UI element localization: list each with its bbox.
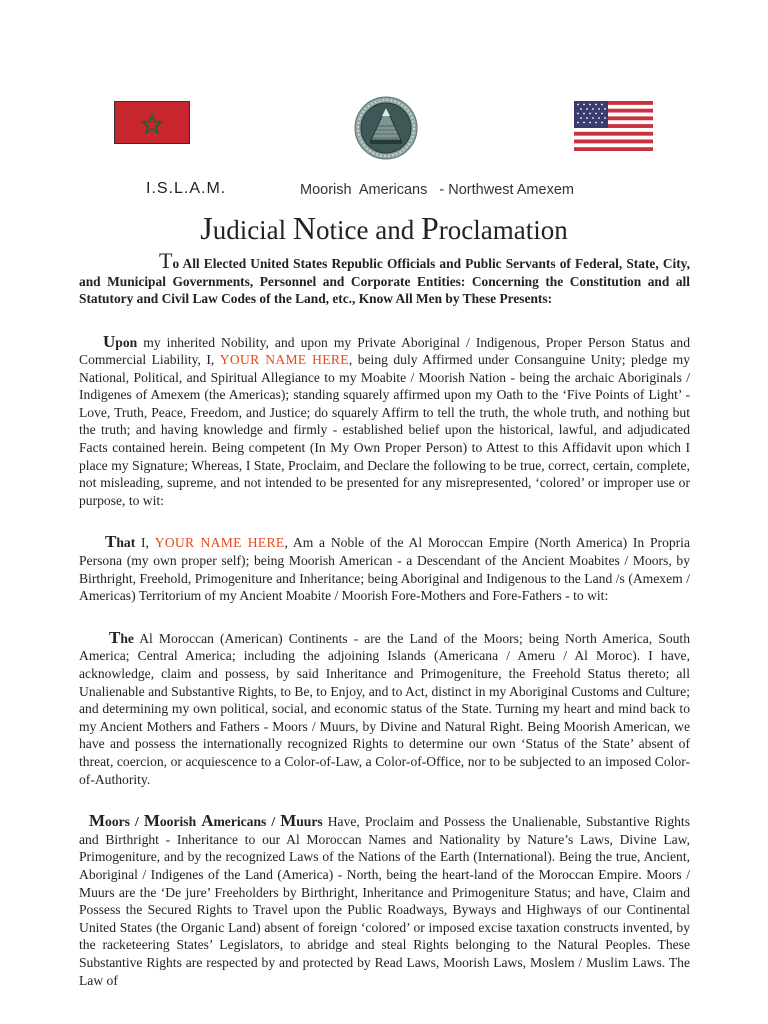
- islam-label: I.S.L.A.M.: [146, 180, 227, 197]
- paragraph-the: The Al Moroccan (American) Continents - are the Land of the Moors; being North America, South America; Central America; including the adjoining Islands (Americana / Ameru / Al Moroc). I have, acknowledge, claim and possess, by said Inheritance and Primogeniture, the Freehold Status thereto; all Unalienable and Substantive Rights, to Be, to Enjoy, and to Act, distinct in my Aboriginal Customs and Culture; and determining my own political, social, and economic status of the State. Turning my heart and mind back to my Ancient Mothers and Fathers - Moors / Muurs, by Divine and Natural Right. Being Moorish American, we have and possess the internationally recognized Rights to determine our own ‘Status of the State’ absent of threat, coercion, or acquiescence to a Color-of-Law, a Color-of-Office, nor to be subjected to an imposed Color-of-Authority.: [79, 627, 690, 787]
- moorish-americans-label: Moorish Americans - Northwest Amexem: [300, 182, 574, 198]
- paragraph-lead: Moors / Moorish Americans / Muurs: [89, 811, 323, 831]
- address-paragraph: To All Elected United States Republic Officials and Public Servants of Federal, State, City, and Municipal Governments, Personnel and Corporate Entities: Concerning the Constitution and all Statutory and Civil Law Codes of the Land, etc., Know All Men by These Presents:: [79, 248, 690, 306]
- pyramid-seal-icon: [354, 96, 418, 160]
- document-body: [79, 248, 694, 989]
- paragraph-that: That I, YOUR NAME HERE, Am a Noble of the Al Moroccan Empire (North America) In Propria Persona (my own proper self); being Moorish American - a Descendant of the Ancient Moabites / Moors, by Birthright, Freehold, Primogeniture and Inheritance; being Aboriginal and Indigenous to the Land /s (Amexem / Americas) Territorium of my Ancient Moabite / Moorish Fore-Mothers and Fore-Fathers - to wit:: [79, 532, 690, 604]
- drop-cap: T: [159, 248, 173, 273]
- usa-flag-icon: [574, 101, 653, 151]
- your-name-placeholder: YOUR NAME HERE: [219, 352, 349, 368]
- morocco-flag-icon: [114, 101, 190, 144]
- subtitle-row: [0, 180, 768, 202]
- paragraph-upon: Upon my inherited Nobility, and upon my Private Aboriginal / Indigenous, Proper Person Status and Commercial Liability, I, YOUR NAME HERE, being duly Affirmed under Consanguine Unity; pledge my National, Political, and Spiritual Allegiance to my Moabite / Moorish Nation - being the archaic Aboriginals / Indigenes of Amexem (the Americas); standing squarely affirmed upon my Oath to the ‘Five Points of Light’ - Love, Truth, Peace, Freedom, and Justice; do squarely Affirm to tell the truth, the whole truth, and nothing but the truth; and having knowledge and firmly - established belief upon the historical, lawful, and adjudicated Facts contained herein. Being competent (In My Own Proper Person) to Attest to this Affidavit upon which I place my Signature; Whereas, I State, Proclaim, and Declare the following to be true, correct, certain, complete, not misleading, supreme, and not intended to be presented for any misrepresented, ‘colored’ or improper use or purpose, to wit:: [79, 331, 694, 508]
- paragraph-moors: Moors / Moorish Americans / Muurs Have, Proclaim and Possess the Unalienable, Substantive Rights and Birthright - Inheritance to our Al Moroccan Names and Nationality by Nature’s Laws, Divine Law, Primogeniture, and by the recognized Laws of the Nations of the Earth (International). Being the true, Ancient, Aboriginal / Indigenes of the Land (America) - North, being the heart-land of the Moroccan Empire. Moors / Muurs are the ‘De jure’ Freeholders by Birthright, Inheritance and Primogeniture Status; and have, Claim and Possess the Secured Rights to Travel upon the Public Roadways, Byways and Highways of our Continental United States (the Organic Land) absent of foreign ‘colored’ or imposed excise taxation constructs invented, by the racketeering States’ Legislators, to abridge and steal Rights belonging to the Natural Peoples. These Substantive Rights are respected by and protected by Read Laws, Moorish Laws, Moslem / Muslim Laws. The Law of: [79, 811, 690, 988]
- your-name-placeholder: YOUR NAME HERE: [154, 535, 285, 551]
- paragraph-lead: Upon: [103, 331, 138, 351]
- paragraph-lead: The: [109, 627, 134, 647]
- paragraph-lead: That: [105, 532, 136, 552]
- page-title: Judicial Notice and Proclamation: [200, 210, 568, 246]
